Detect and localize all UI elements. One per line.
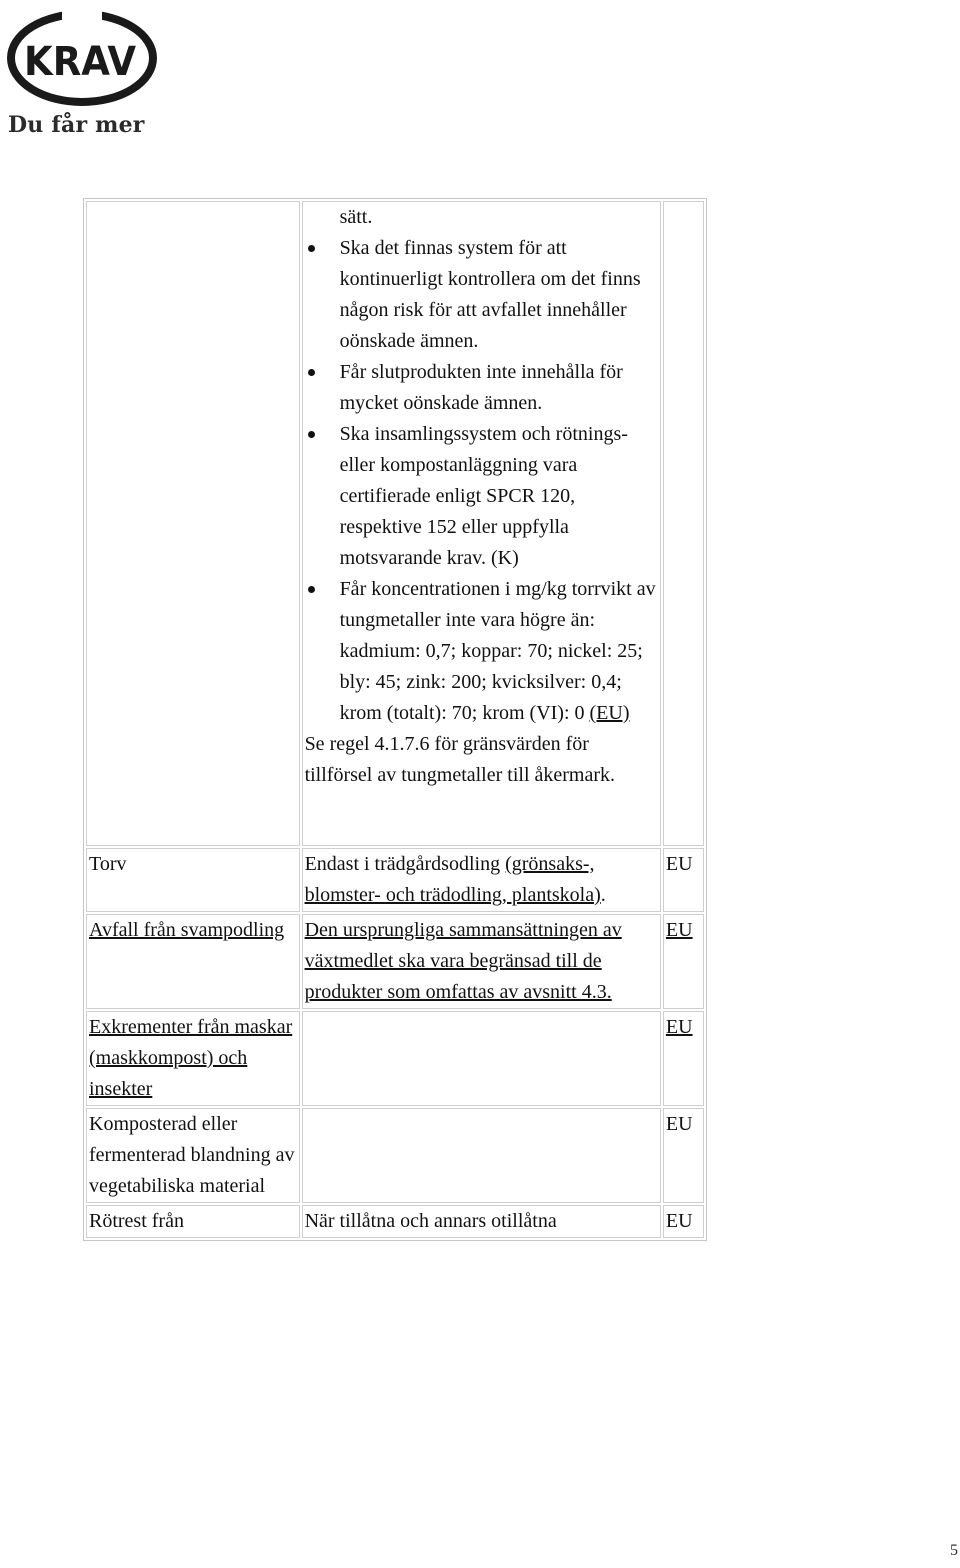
rule-note: Se regel 4.1.7.6 för gränsvärden för tillförsel av tungmetaller till åkermark. [304, 733, 616, 786]
origin-cell: EU [663, 1108, 704, 1203]
table-row [86, 914, 704, 1009]
table-row [86, 1011, 704, 1106]
criteria-table [83, 198, 707, 1241]
requirement-list [305, 202, 658, 729]
origin-cell [663, 201, 704, 846]
list-item: Får slutprodukten inte innehålla för mycket oönskade ämnen. [305, 357, 658, 419]
logo-brand-text: KRAV [24, 39, 137, 85]
material-link[interactable]: Avfall från svampodling [86, 914, 300, 1009]
condition-cell [302, 1011, 661, 1106]
origin-cell: EU [663, 1205, 704, 1238]
tagline: Du får mer [8, 112, 145, 138]
condition-cell [302, 201, 661, 846]
eu-link[interactable]: (EU) [589, 702, 630, 724]
list-item: sätt. [339, 206, 373, 228]
page-number: 5 [950, 1542, 958, 1559]
origin-link[interactable]: EU [663, 914, 704, 1009]
material-cell [86, 201, 300, 846]
table-row [86, 848, 704, 912]
condition-cell: När tillåtna och annars otillåtna [302, 1205, 661, 1238]
condition-link[interactable]: Den ursprungliga sammansättningen av växtmedlet ska vara begränsad till de produkter som omfattas av avsnitt 4.3. [302, 914, 661, 1009]
table-row [86, 201, 704, 846]
material-link[interactable]: Exkrementer från maskar (maskkompost) och insekter [86, 1011, 300, 1106]
material-cell: Rötrest från [86, 1205, 300, 1238]
material-cell: Komposterad eller fermenterad blandning av vegetabiliska material [86, 1108, 300, 1203]
list-item: Ska det finnas system för att kontinuerligt kontrollera om det finns någon risk för att avfallet innehåller oönskade ämnen. [305, 233, 658, 357]
origin-link[interactable]: EU [663, 1011, 704, 1106]
condition-tail: . [600, 884, 606, 906]
list-item [305, 574, 658, 729]
condition-link[interactable]: (grönsaks-, blomster- och trädodling, plantskola) [304, 853, 601, 906]
table-row [86, 1205, 704, 1238]
list-item: Ska insamlingssystem och rötnings- eller kompostanläggning vara certifierade enligt SPCR 120, respektive 152 eller uppfylla motsvarande krav. (K) [305, 419, 658, 574]
condition-text: Endast i trädgårdsodling [304, 853, 506, 875]
condition-cell [302, 848, 661, 912]
condition-cell [302, 1108, 661, 1203]
table-row [86, 1108, 704, 1203]
origin-cell: EU [663, 848, 704, 912]
material-cell: Torv [86, 848, 300, 912]
logo-registered-mark: ® [146, 42, 155, 52]
list-item-text: Får koncentrationen i mg/kg torrvikt av tungmetaller inte vara högre än: kadmium: 0,7; koppar: 70; nickel: 25; bly: 45; zink: 200; kvicksilver: 0,4; krom (totalt): 70; krom (VI): 0 [339, 578, 656, 724]
